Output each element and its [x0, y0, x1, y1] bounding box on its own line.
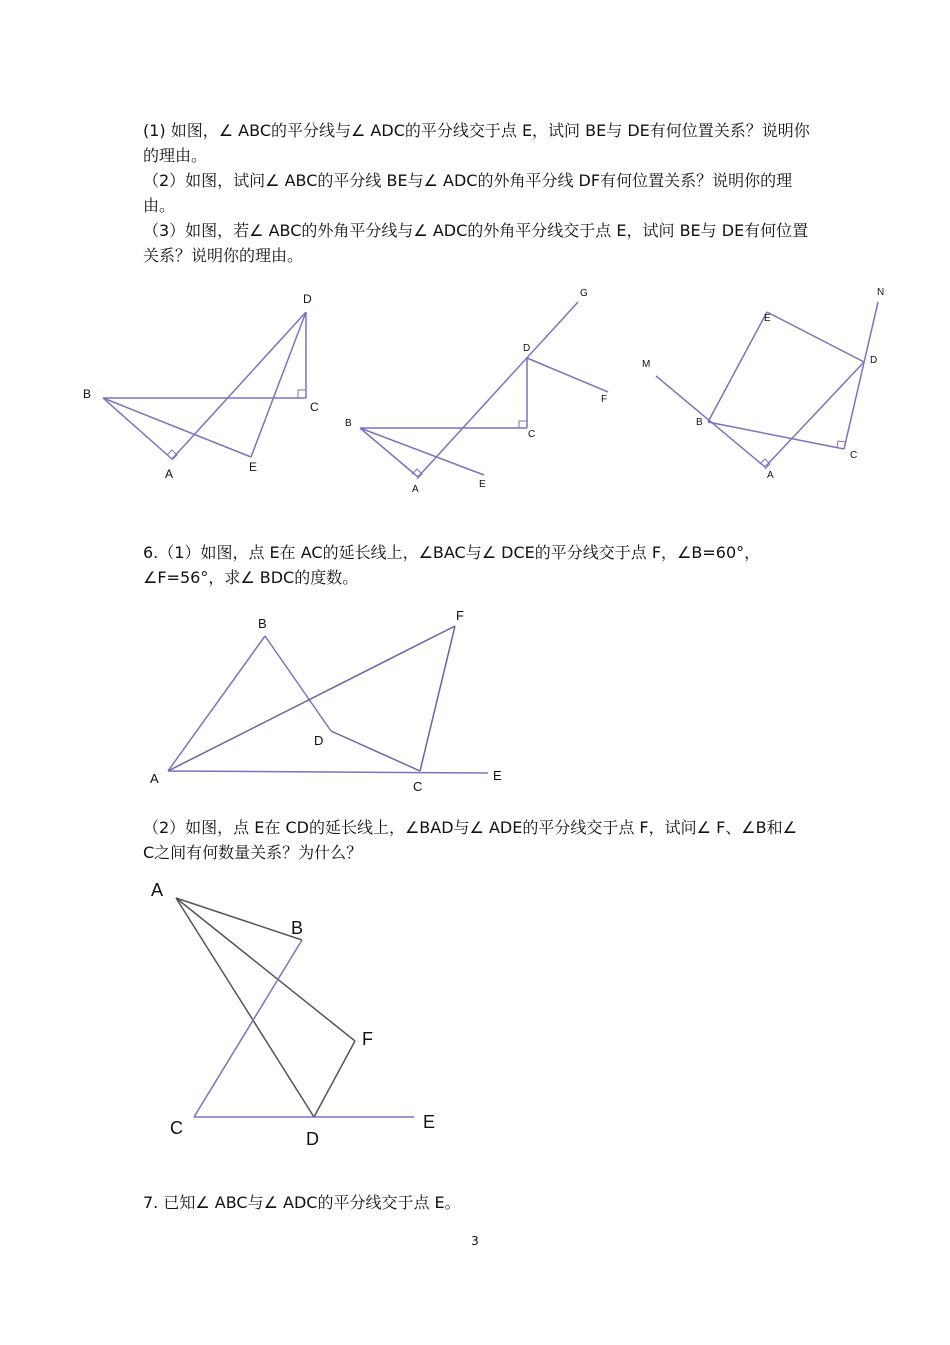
fig2-label-g: G [580, 288, 588, 299]
q6-part1-text: 6.（1）如图，点 E在 AC的延长线上，∠BAC与∠ DCE的平分线交于点 F，∠B=60°，∠F=56°，求∠ BDC的度数。 [143, 543, 761, 587]
fig2-label-f: F [601, 394, 608, 405]
fig1-label-e: E [249, 460, 258, 474]
fig4-label-c: C [413, 779, 423, 794]
fig3-label-d: D [870, 355, 878, 366]
fig4-label-e: E [493, 768, 502, 783]
fig4-label-d: D [314, 733, 324, 748]
fig5-label-e: E [423, 1112, 436, 1132]
q6-part2-text: （2）如图，点 E在 CD的延长线上，∠BAD与∠ ADE的平分线交于点 F，试问∠ F、∠B和∠ C之间有何数量关系？为什么？ [143, 818, 797, 862]
fig3-label-a: A [767, 470, 774, 481]
fig1-label-b: B [83, 387, 92, 401]
page-number: 3 [471, 1234, 479, 1248]
figure-1 [103, 312, 306, 460]
fig4-label-b: B [258, 616, 267, 631]
figure-3 [656, 302, 878, 469]
fig2-label-b: B [345, 418, 352, 429]
fig5-label-b: B [291, 918, 304, 938]
fig1-label-c: C [310, 400, 319, 414]
q5-part2-text: （2）如图，试问∠ ABC的平分线 BE与∠ ADC的外角平分线 DF有何位置关系？说明你的理由。 [143, 171, 793, 215]
fig5-label-c: C [170, 1118, 183, 1138]
fig4-label-a: A [150, 771, 159, 786]
q5-part1-text: (1) 如图，∠ ABC的平分线与∠ ADC的平分线交于点 E，试问 BE与 DE有何位置关系？说明你的理由。 [143, 121, 810, 165]
fig5-label-f: F [362, 1029, 373, 1049]
fig2-label-c: C [528, 429, 536, 440]
figure-4 [168, 626, 488, 773]
q5-part3-text: （3）如图，若∠ ABC的外角平分线与∠ ADC的外角平分线交于点 E，试问 BE与 DE有何位置关系？说明你的理由。 [143, 221, 809, 265]
fig3-label-e: E [764, 313, 771, 324]
fig3-label-c: C [850, 450, 858, 461]
fig3-label-m: M [642, 359, 651, 370]
fig5-label-d: D [306, 1129, 319, 1149]
fig4-label-f: F [456, 608, 464, 623]
fig2-label-e: E [479, 479, 486, 490]
fig3-label-n: N [877, 287, 885, 298]
fig1-label-a: A [165, 467, 174, 481]
fig1-label-d: D [303, 292, 312, 306]
fig5-label-a: A [151, 880, 164, 900]
fig3-label-b: B [696, 417, 703, 428]
fig2-label-a: A [412, 484, 419, 495]
fig2-label-d: D [523, 343, 531, 354]
figure-2 [360, 302, 608, 479]
q7-text: 7. 已知∠ ABC与∠ ADC的平分线交于点 E。 [143, 1193, 461, 1212]
